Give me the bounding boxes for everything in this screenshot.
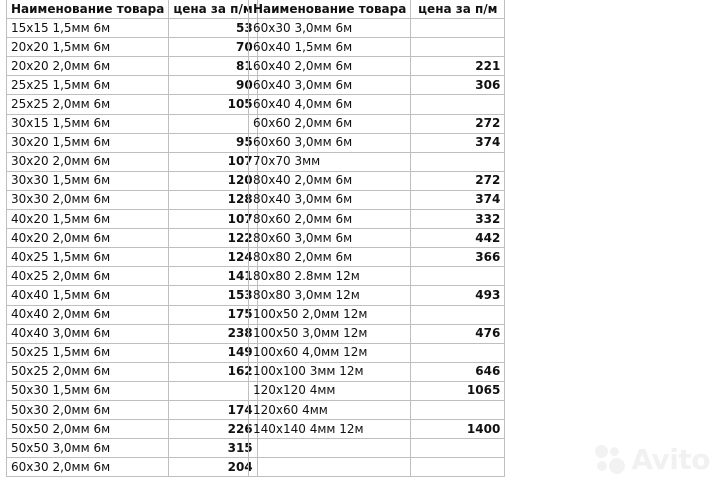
price-cell: 476	[411, 324, 505, 343]
header-name: Наименование товара	[249, 0, 411, 19]
product-name-cell: 80х40 3,0мм 6м	[249, 190, 411, 209]
table-row	[7, 324, 258, 343]
product-name-cell: 50х25 2,0мм 6м	[7, 362, 169, 381]
table-row	[249, 248, 505, 267]
product-name-cell: 40х40 3,0мм 6м	[7, 324, 169, 343]
table-row	[7, 95, 258, 114]
price-cell	[411, 439, 505, 458]
price-cell: 120	[169, 171, 257, 190]
product-name-cell: 100х60 4,0мм 12м	[249, 343, 411, 362]
price-cell: 374	[411, 133, 505, 152]
table-row	[249, 171, 505, 190]
price-cell	[411, 305, 505, 324]
table-row	[7, 267, 258, 286]
table-row	[249, 458, 505, 477]
avito-watermark	[595, 443, 710, 476]
price-cell: 81	[169, 57, 257, 76]
product-name-cell: 25х25 2,0мм 6м	[7, 95, 169, 114]
price-cell: 315	[169, 439, 257, 458]
product-name-cell: 40х40 1,5мм 6м	[7, 286, 169, 305]
table-row	[7, 343, 258, 362]
product-name-cell: 60х30 3,0мм 6м	[249, 19, 411, 38]
price-cell	[411, 19, 505, 38]
product-name-cell: 70х70 3мм	[249, 152, 411, 171]
price-cell: 90	[169, 76, 257, 95]
product-name-cell: 20х20 1,5мм 6м	[7, 38, 169, 57]
watermark-text: Avito	[631, 443, 710, 476]
product-name-cell: 50х50 2,0мм 6м	[7, 420, 169, 439]
table-row	[249, 114, 505, 133]
price-cell: 95	[169, 133, 257, 152]
table-row	[7, 305, 258, 324]
price-table-right	[248, 0, 505, 477]
table-row	[249, 57, 505, 76]
price-cell	[411, 400, 505, 419]
product-name-cell: 60х40 3,0мм 6м	[249, 76, 411, 95]
product-name-cell: 120х120 4мм	[249, 381, 411, 400]
table-row	[7, 210, 258, 229]
avito-logo-icon	[595, 445, 625, 475]
table-row	[7, 19, 258, 38]
product-name-cell: 50х30 1,5мм 6м	[7, 381, 169, 400]
table-row	[249, 38, 505, 57]
product-name-cell: 100х100 3мм 12м	[249, 362, 411, 381]
price-cell: 204	[169, 458, 257, 477]
price-cell: 332	[411, 210, 505, 229]
product-name-cell: 30х15 1,5мм 6м	[7, 114, 169, 133]
price-cell: 141	[169, 267, 257, 286]
table-row	[249, 229, 505, 248]
price-cell	[411, 38, 505, 57]
price-cell: 124	[169, 248, 257, 267]
product-name-cell: 25х25 1,5мм 6м	[7, 76, 169, 95]
table-row	[7, 133, 258, 152]
product-name-cell: 120х60 4мм	[249, 400, 411, 419]
product-name-cell: 30х30 2,0мм 6м	[7, 190, 169, 209]
price-cell	[411, 458, 505, 477]
price-cell: 646	[411, 362, 505, 381]
price-cell: 122	[169, 229, 257, 248]
price-cell	[411, 343, 505, 362]
product-name-cell: 140х140 4мм 12м	[249, 420, 411, 439]
price-cell: 272	[411, 171, 505, 190]
product-name-cell: 80х80 3,0мм 12м	[249, 286, 411, 305]
price-cell: 493	[411, 286, 505, 305]
price-cell: 162	[169, 362, 257, 381]
product-name-cell: 80х80 2.8мм 12м	[249, 267, 411, 286]
product-name-cell: 80х60 2,0мм 6м	[249, 210, 411, 229]
price-cell	[411, 267, 505, 286]
product-name-cell: 15х15 1,5мм 6м	[7, 19, 169, 38]
product-name-cell: 60х60 3,0мм 6м	[249, 133, 411, 152]
table-row	[249, 362, 505, 381]
table-row	[7, 152, 258, 171]
price-cell: 1400	[411, 420, 505, 439]
price-cell: 175	[169, 305, 257, 324]
table-row	[249, 324, 505, 343]
product-name-cell: 40х40 2,0мм 6м	[7, 305, 169, 324]
product-name-cell: 40х20 2,0мм 6м	[7, 229, 169, 248]
table-row	[7, 229, 258, 248]
product-name-cell	[249, 458, 411, 477]
price-cell: 153	[169, 286, 257, 305]
table-row	[7, 362, 258, 381]
price-cell: 442	[411, 229, 505, 248]
table-row	[249, 400, 505, 419]
price-cell: 221	[411, 57, 505, 76]
table-row	[249, 343, 505, 362]
table-row	[249, 95, 505, 114]
product-name-cell: 80х40 2,0мм 6м	[249, 171, 411, 190]
table-header-row	[7, 0, 258, 19]
product-name-cell	[249, 439, 411, 458]
table-row	[249, 381, 505, 400]
table-row	[7, 190, 258, 209]
product-name-cell: 60х60 2,0мм 6м	[249, 114, 411, 133]
table-row	[249, 133, 505, 152]
product-name-cell: 20х20 2,0мм 6м	[7, 57, 169, 76]
table-row	[249, 439, 505, 458]
product-name-cell: 50х50 3,0мм 6м	[7, 439, 169, 458]
table-header-row	[249, 0, 505, 19]
price-cell: 374	[411, 190, 505, 209]
product-name-cell: 60х40 1,5мм 6м	[249, 38, 411, 57]
table-row	[7, 458, 258, 477]
product-name-cell: 40х25 1,5мм 6м	[7, 248, 169, 267]
table-row	[7, 38, 258, 57]
product-name-cell: 100х50 2,0мм 12м	[249, 305, 411, 324]
table-row	[7, 114, 258, 133]
table-row	[7, 286, 258, 305]
price-cell: 53	[169, 19, 257, 38]
table-row	[7, 381, 258, 400]
header-price: цена за п/м	[411, 0, 505, 19]
table-row	[7, 76, 258, 95]
price-table-left	[6, 0, 258, 477]
price-cell: 128	[169, 190, 257, 209]
price-cell: 70	[169, 38, 257, 57]
price-cell	[411, 152, 505, 171]
price-cell	[169, 114, 257, 133]
product-name-cell: 30х30 1,5мм 6м	[7, 171, 169, 190]
product-name-cell: 50х25 1,5мм 6м	[7, 343, 169, 362]
table-row	[249, 286, 505, 305]
product-name-cell: 60х40 4,0мм 6м	[249, 95, 411, 114]
table-row	[7, 57, 258, 76]
price-cell: 174	[169, 400, 257, 419]
price-cell: 366	[411, 248, 505, 267]
product-name-cell: 60х40 2,0мм 6м	[249, 57, 411, 76]
table-row	[7, 171, 258, 190]
table-row	[249, 305, 505, 324]
price-cell: 238	[169, 324, 257, 343]
table-row	[7, 439, 258, 458]
product-name-cell: 100х50 3,0мм 12м	[249, 324, 411, 343]
price-cell: 149	[169, 343, 257, 362]
table-row	[249, 420, 505, 439]
product-name-cell: 80х80 2,0мм 6м	[249, 248, 411, 267]
price-cell: 107	[169, 152, 257, 171]
product-name-cell: 40х20 1,5мм 6м	[7, 210, 169, 229]
table-row	[249, 19, 505, 38]
table-row	[7, 400, 258, 419]
table-row	[249, 152, 505, 171]
price-cell: 226	[169, 420, 257, 439]
product-name-cell: 30х20 1,5мм 6м	[7, 133, 169, 152]
price-cell: 272	[411, 114, 505, 133]
product-name-cell: 60х30 2,0мм 6м	[7, 458, 169, 477]
price-cell	[411, 95, 505, 114]
price-cell: 306	[411, 76, 505, 95]
table-row	[249, 267, 505, 286]
table-row	[7, 420, 258, 439]
table-row	[249, 210, 505, 229]
price-cell: 107	[169, 210, 257, 229]
table-row	[249, 190, 505, 209]
product-name-cell: 80х60 3,0мм 6м	[249, 229, 411, 248]
product-name-cell: 40х25 2,0мм 6м	[7, 267, 169, 286]
header-name: Наименование товара	[7, 0, 169, 19]
price-cell: 1065	[411, 381, 505, 400]
table-row	[249, 76, 505, 95]
table-row	[7, 248, 258, 267]
product-name-cell: 30х20 2,0мм 6м	[7, 152, 169, 171]
price-cell: 105	[169, 95, 257, 114]
price-cell	[169, 381, 257, 400]
header-price: цена за п/м	[169, 0, 257, 19]
product-name-cell: 50х30 2,0мм 6м	[7, 400, 169, 419]
